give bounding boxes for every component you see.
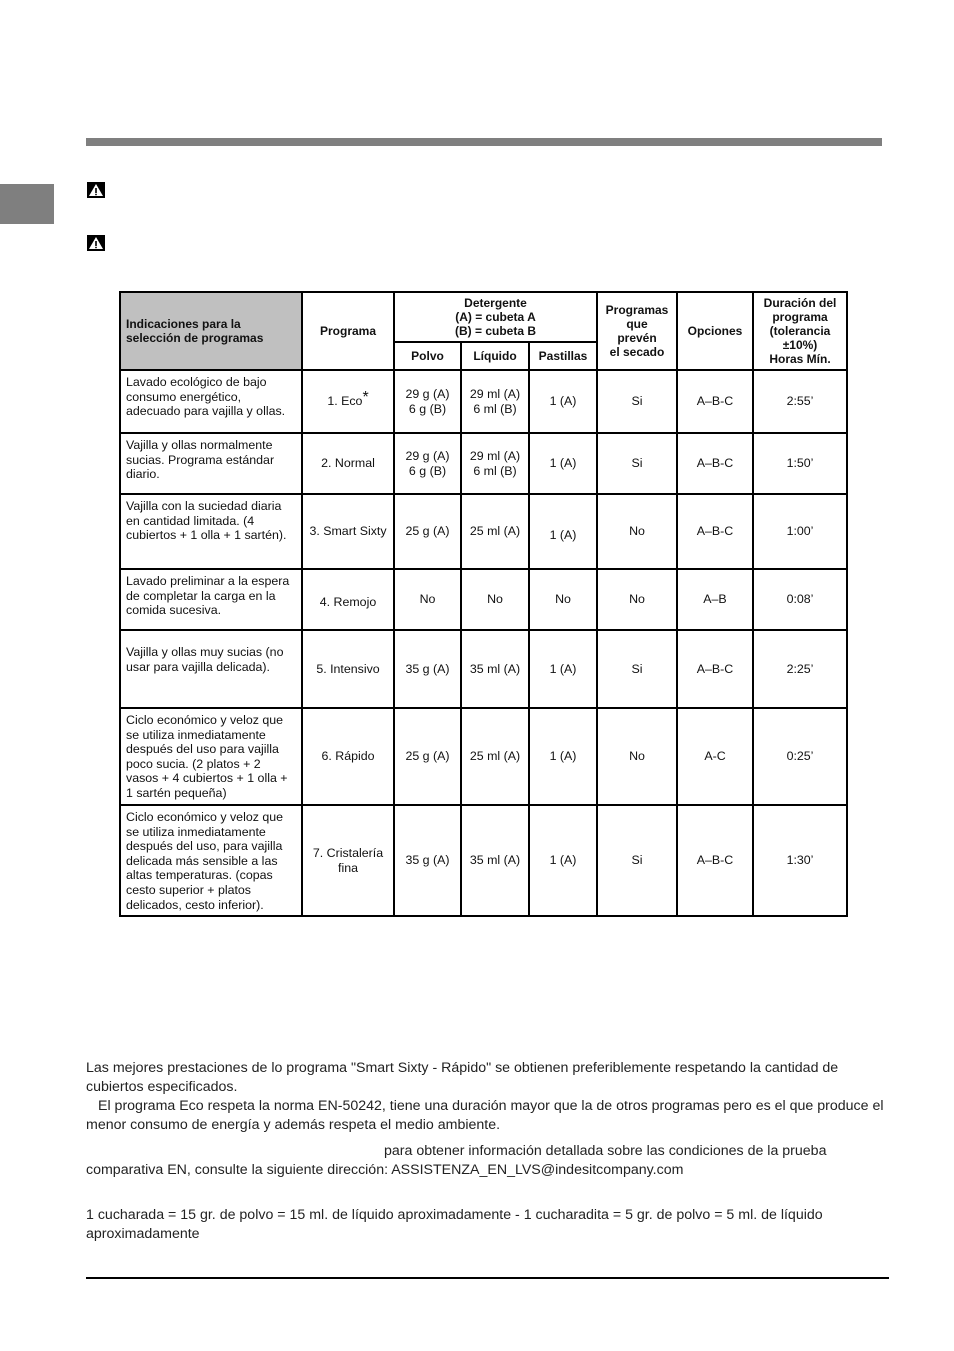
row-program: 1. Eco* [302,370,394,433]
header-drying: Programas que prevén el secado [597,292,677,370]
row-liquid: 29 ml (A) 6 ml (B) [461,370,529,433]
row-liquid: 35 ml (A) [461,630,529,708]
table-row [120,805,847,916]
row-duration: 0:25’ [753,708,847,805]
row-options: A–B-C [677,433,753,494]
row-options: A–B-C [677,370,753,433]
row-tablets: 1 (A) [529,630,597,708]
row-duration: 2:55’ [753,370,847,433]
row-options: A-C [677,708,753,805]
row-description: Vajilla con la suciedad diaria en cantidad limitada. (4 cubiertos + 1 olla + 1 sartén). [120,494,302,569]
row-description: Lavado ecológico de bajo consumo energético, adecuado para vajilla y ollas. [120,370,302,433]
row-options: A–B-C [677,805,753,916]
row-liquid: 25 ml (A) [461,708,529,805]
row-drying: Si [597,370,677,433]
header-program: Programa [302,292,394,370]
row-drying: No [597,494,677,569]
side-tab [0,184,54,224]
row-duration: 1:50’ [753,433,847,494]
header-detergent: Detergente (A) = cubeta A (B) = cubeta B [394,292,597,342]
table-row [120,494,847,569]
row-description: Ciclo económico y veloz que se utiliza inmediatamente después del uso para vajilla poco sucia. (2 platos + 2 vasos + 4 cubiertos + 1 olla + 1 sartén pequeña) [120,708,302,805]
row-program: 6. Rápido [302,708,394,805]
warning-icon [87,235,105,251]
row-duration: 1:00’ [753,494,847,569]
row-program: 5. Intensivo [302,630,394,708]
table-header-row [120,292,847,342]
table-row [120,433,847,494]
row-powder: 25 g (A) [394,494,461,569]
row-drying: Si [597,805,677,916]
notes [86,1059,886,1244]
bottom-rule [86,1277,889,1279]
row-liquid: 25 ml (A) [461,494,529,569]
header-powder: Polvo [394,342,461,370]
row-program: 4. Remojo [302,569,394,630]
row-program: 2. Normal [302,433,394,494]
row-program: 3. Smart Sixty [302,494,394,569]
row-duration: 1:30’ [753,805,847,916]
header-selection: Indicaciones para la selección de programas [120,292,302,370]
table-row [120,569,847,630]
row-options: A–B-C [677,630,753,708]
note-smart-sixty: Las mejores prestaciones de lo programa "Smart Sixty - Rápido" se obtienen preferiblemente respetando la cantidad de cubiertos especificados. [86,1060,839,1095]
row-program: 7. Cristalería fina [302,805,394,916]
header-liquid: Líquido [461,342,529,370]
row-tablets: 1 (A) [529,370,597,433]
row-tablets: 1 (A) [529,805,597,916]
row-drying: Si [597,433,677,494]
asterisk-mark: * [362,389,369,407]
row-liquid: 29 ml (A) 6 ml (B) [461,433,529,494]
top-rule [86,138,882,146]
row-description: Ciclo económico y veloz que se utiliza inmediatamente después del uso, para vajilla delicada más sensible a las altas temperaturas. (copas cesto superior + platos delicados, cesto inferior). [120,805,302,916]
warning-icon [87,182,105,198]
row-description: Lavado preliminar a la espera de completar la carga en la comida sucesiva. [120,569,302,630]
table-row [120,630,847,708]
note-measures: 1 cucharada = 15 gr. de polvo = 15 ml. de líquido aproximadamente - 1 cucharadita = 5 gr. de polvo = 5 ml. de líquido aproximadamente [86,1207,823,1242]
row-powder: 29 g (A) 6 g (B) [394,433,461,494]
row-powder: 35 g (A) [394,805,461,916]
row-powder: 35 g (A) [394,630,461,708]
table-row [120,370,847,433]
header-duration: Duración del programa (tolerancia ±10%) Horas Mín. [753,292,847,370]
row-options: A–B-C [677,494,753,569]
row-drying: No [597,569,677,630]
row-powder: 29 g (A) 6 g (B) [394,370,461,433]
row-duration: 0:08’ [753,569,847,630]
row-liquid: 35 ml (A) [461,805,529,916]
programs-table [119,291,848,917]
row-powder: No [394,569,461,630]
row-tablets: 1 (A) [529,708,597,805]
row-duration: 2:25’ [753,630,847,708]
header-tablets: Pastillas [529,342,597,370]
row-liquid: No [461,569,529,630]
row-description: Vajilla y ollas normalmente sucias. Programa estándar diario. [120,433,302,494]
row-tablets: No [529,569,597,630]
header-options: Opciones [677,292,753,370]
note-en-test: para obtener información detallada sobre las condiciones de la prueba comparativa EN, consulte la siguiente dirección: ASSISTENZA_EN_LVS@indesitcompany.com [86,1143,827,1178]
row-powder: 25 g (A) [394,708,461,805]
row-drying: Si [597,630,677,708]
row-tablets: 1 (A) [529,494,597,569]
table-row [120,708,847,805]
row-tablets: 1 (A) [529,433,597,494]
note-eco: El programa Eco respeta la norma EN-50242, tiene una duración mayor que la de otros programas pero es el que produce el menor consumo de energía y además respeta el medio ambiente. [86,1098,884,1133]
row-description: Vajilla y ollas muy sucias (no usar para vajilla delicada). [120,630,302,708]
row-options: A–B [677,569,753,630]
row-drying: No [597,708,677,805]
